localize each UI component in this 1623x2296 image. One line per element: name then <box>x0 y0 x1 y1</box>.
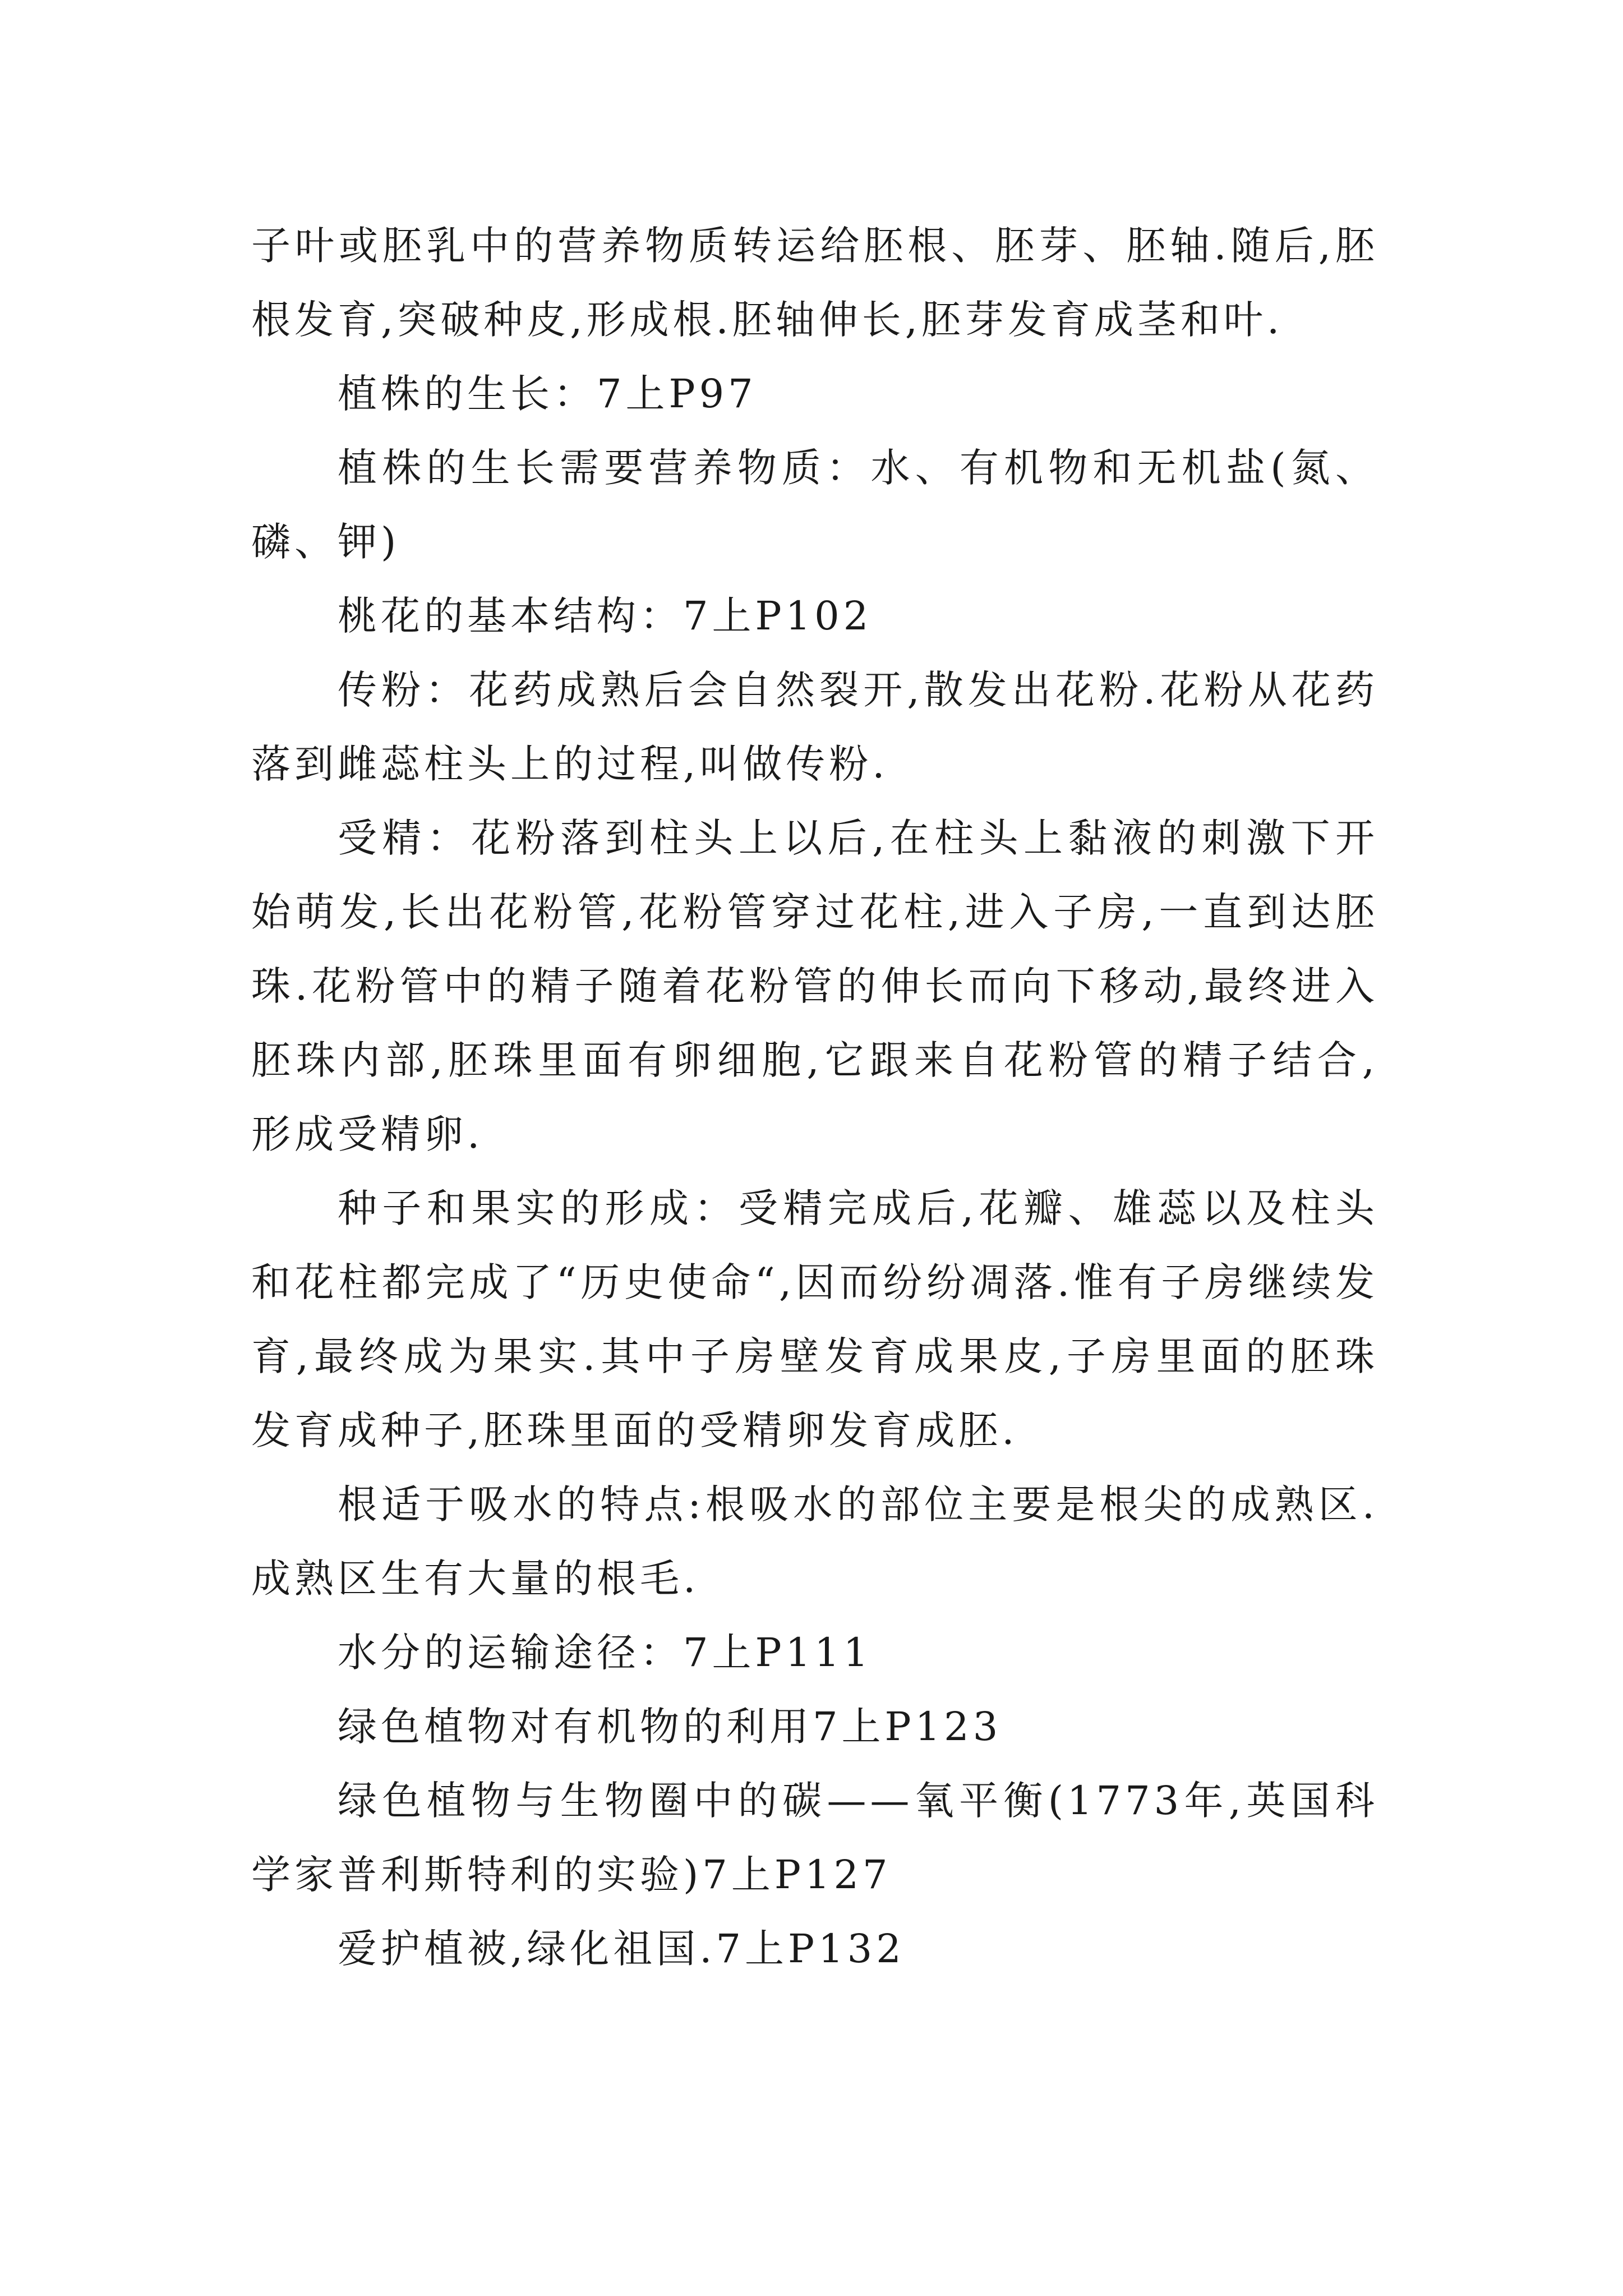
paragraph-seed-fruit-formation: 种子和果实的形成：受精完成后,花瓣、雄蕊以及柱头和花柱都完成了“历史使命“,因而纷纷凋落.惟有子房继续发育,最终成为果实.其中子房壁发育成果皮,子房里面的胚珠发育成种子,胚珠里面的受精卵发育成胚. <box>251 1185 1378 1453</box>
paragraph-carbon-oxygen-balance: 绿色植物与生物圈中的碳——氧平衡(1773年,英国科学家普利斯特利的实验)7上P127 <box>251 1778 1378 1898</box>
paragraph-water-transport: 水分的运输途径：7上P111 <box>338 1630 873 1676</box>
paragraph-protect-vegetation: 爱护植被,绿化祖国.7上P132 <box>338 1926 905 1972</box>
paragraph-plant-nutrients: 植株的生长需要营养物质：水、有机物和无机盐(氮、磷、钾) <box>251 445 1378 565</box>
paragraph-fertilization: 受精：花粉落到柱头上以后,在柱头上黏液的刺激下开始萌发,长出花粉管,花粉管穿过花柱,进入子房,一直到达胚珠.花粉管中的精子随着花粉管的伸长而向下移动,最终进入胚珠内部,胚珠里面有卵细胞,它跟来自花粉管的精子结合,形成受精卵. <box>251 815 1378 1157</box>
paragraph-seed-germination-continued: 子叶或胚乳中的营养物质转运给胚根、胚芽、胚轴.随后,胚根发育,突破种皮,形成根.胚轴伸长,胚芽发育成茎和叶. <box>251 223 1378 343</box>
paragraph-root-water-absorption: 根适于吸水的特点:根吸水的部位主要是根尖的成熟区.成熟区生有大量的根毛. <box>251 1481 1378 1602</box>
paragraph-organic-matter-use: 绿色植物对有机物的利用7上P123 <box>338 1704 1002 1750</box>
paragraph-pollination: 传粉：花药成熟后会自然裂开,散发出花粉.花粉从花药落到雌蕊柱头上的过程,叫做传粉. <box>251 667 1378 787</box>
document-body <box>251 209 1378 1986</box>
paragraph-plant-growth-heading: 植株的生长：7上P97 <box>338 371 757 417</box>
paragraph-peach-flower-structure: 桃花的基本结构：7上P102 <box>338 593 873 639</box>
